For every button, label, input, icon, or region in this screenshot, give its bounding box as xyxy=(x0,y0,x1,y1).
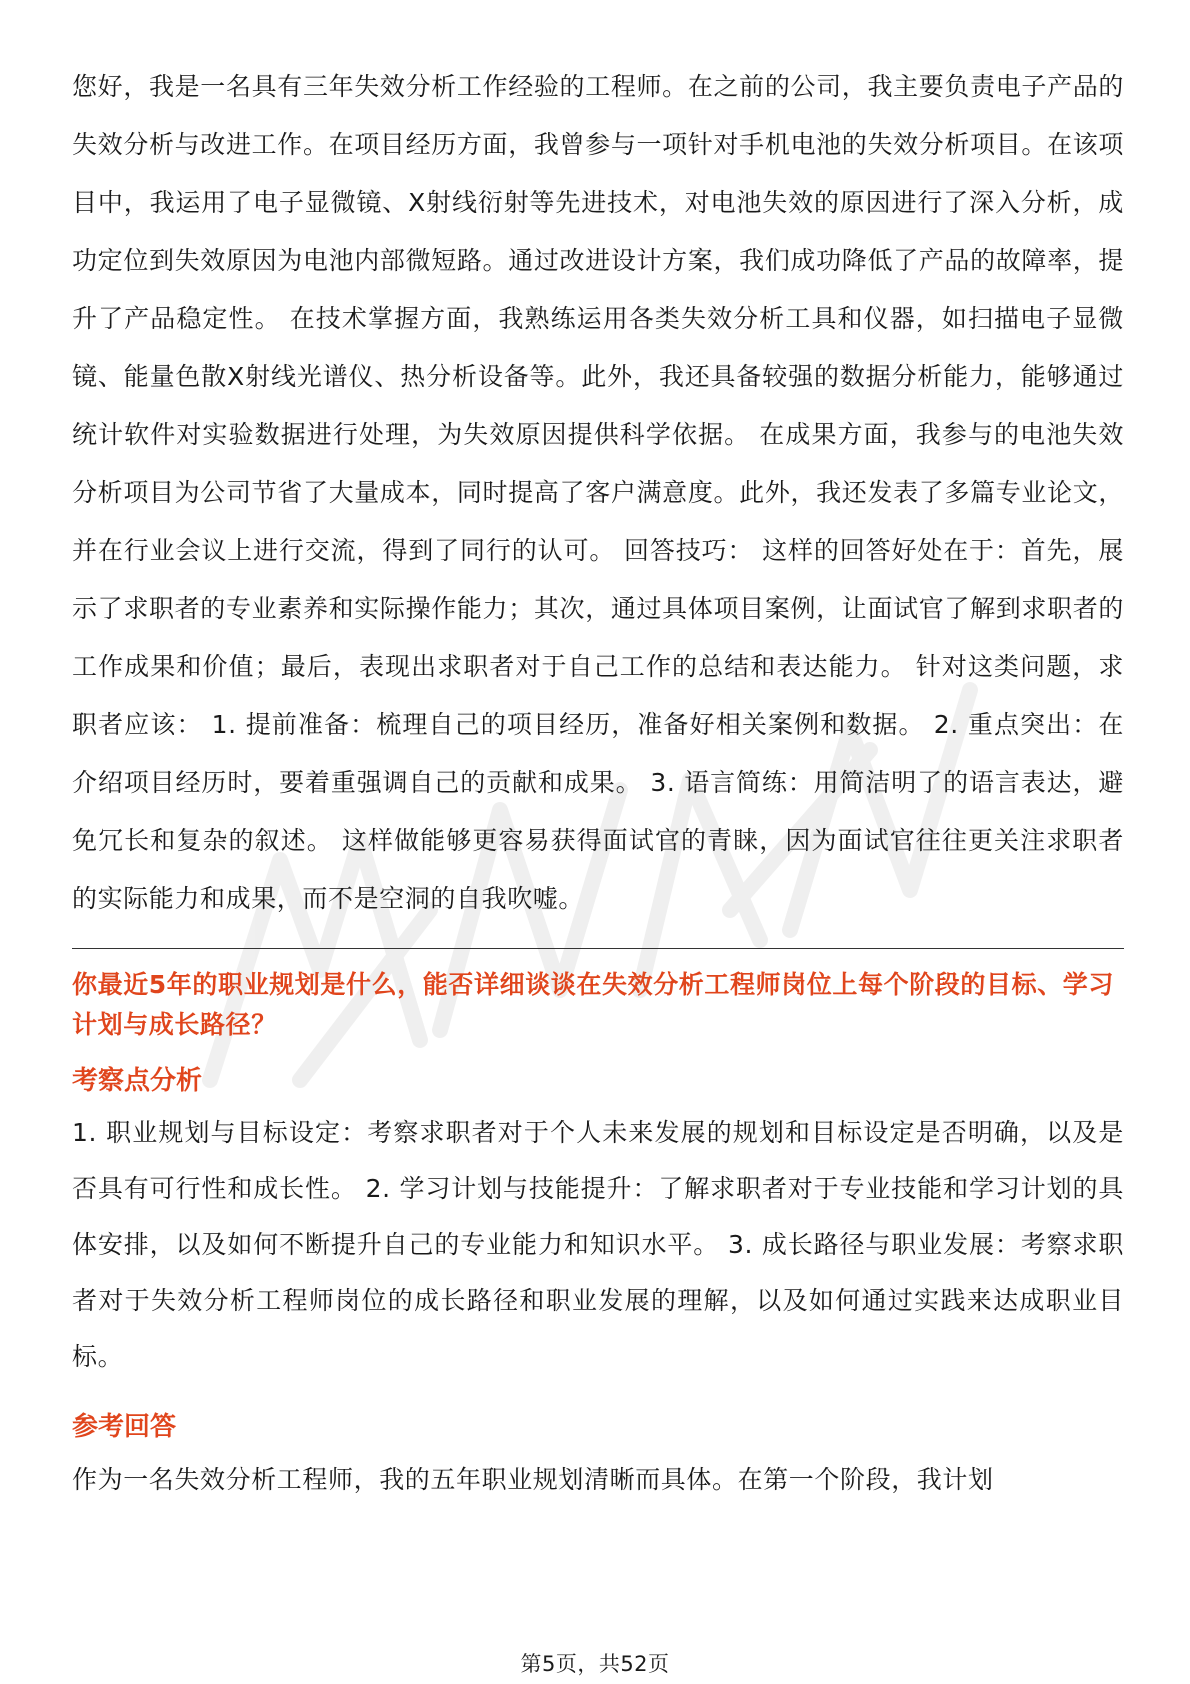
section-divider xyxy=(72,948,1124,949)
content-area xyxy=(72,58,1124,1509)
analysis-heading: 考察点分析 xyxy=(72,1066,203,1096)
analysis-text: 1. 职业规划与目标设定：考察求职者对于个人未来发展的规划和目标设定是否明确，以及是否具有可行性和成长性。 2. 学习计划与技能提升：了解求职者对于专业技能和学习计划的具体安排，以及如何不断提升自己的专业能力和知识水平。 3. 成长路径与职业发展：考察求职者对于失效分析工程师岗位的成长路径和职业发展的理解，以及如何通过实践来达成职业目标。 xyxy=(72,1118,1124,1371)
previous-answer-text: 您好，我是一名具有三年失效分析工作经验的工程师。在之前的公司，我主要负责电子产品的失效分析与改进工作。在项目经历方面，我曾参与一项针对手机电池的失效分析项目。在该项目中，我运用了电子显微镜、X射线衍射等先进技术，对电池失效的原因进行了深入分析，成功定位到失效原因为电池内部微短路。通过改进设计方案，我们成功降低了产品的故障率，提升了产品稳定性。 在技术掌握方面，我熟练运用各类失效分析工具和仪器，如扫描电子显微镜、能量色散X射线光谱仪、热分析设备等。此外，我还具备较强的数据分析能力，能够通过统计软件对实验数据进行处理，为失效原因提供科学依据。 在成果方面，我参与的电池失效分析项目为公司节省了大量成本，同时提高了客户满意度。此外，我还发表了多篇专业论文，并在行业会议上进行交流，得到了同行的认可。 回答技巧： 这样的回答好处在于：首先，展示了求职者的专业素养和实际操作能力；其次，通过具体项目案例，让面试官了解到求职者的工作成果和价值；最后，表现出求职者对于自己工作的总结和表达能力。 针对这类问题，求职者应该： 1. 提前准备：梳理自己的项目经历，准备好相关案例和数据。 2. 重点突出：在介绍项目经历时，要着重强调自己的贡献和成果。 3. 语言简练：用简洁明了的语言表达，避免冗长和复杂的叙述。 这样做能够更容易获得面试官的青睐，因为面试官往往更关注求职者的实际能力和成果，而不是空洞的自我吹嘘。 xyxy=(72,72,1124,913)
reference-answer-heading: 参考回答 xyxy=(72,1412,177,1442)
reference-answer-text: 作为一名失效分析工程师，我的五年职业规划清晰而具体。在第一个阶段，我计划 xyxy=(72,1465,994,1494)
interview-question: 你最近5年的职业规划是什么，能否详细谈谈在失效分析工程师岗位上每个阶段的目标、学习计划与成长路径？ xyxy=(72,970,1114,1039)
page-number: 第5页，共52页 xyxy=(520,1652,670,1676)
